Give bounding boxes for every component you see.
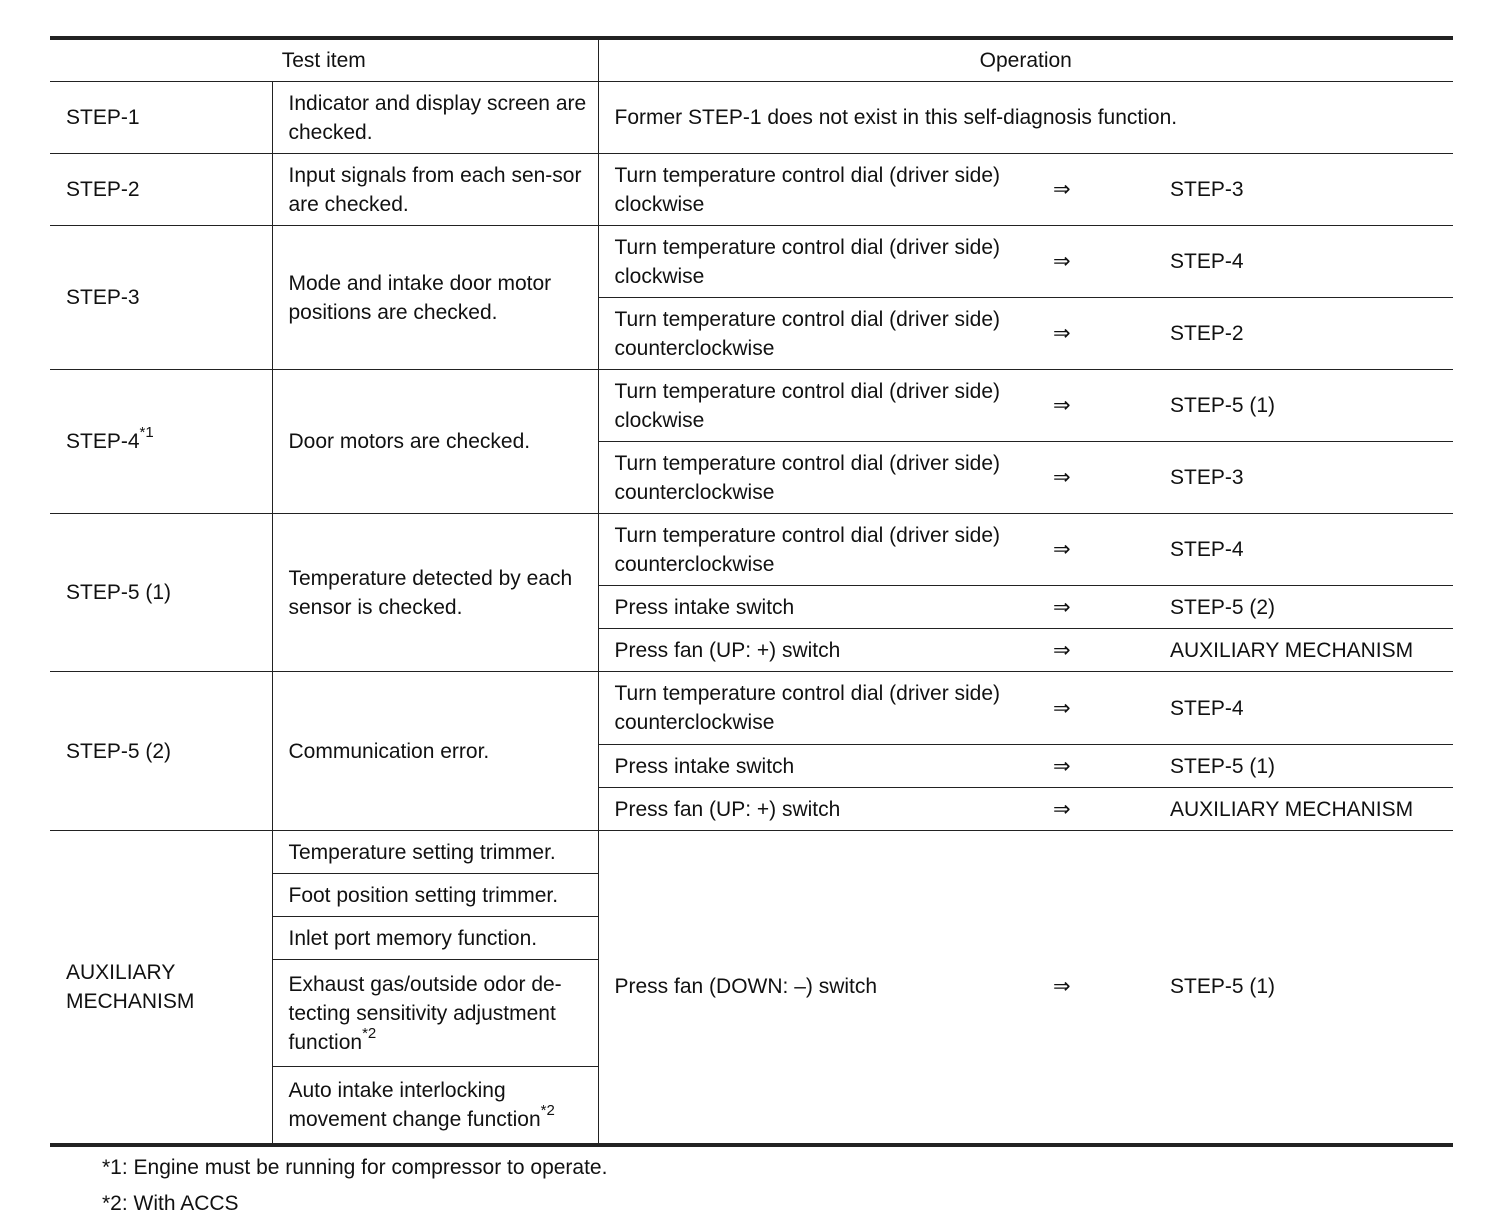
aux-item-text: Exhaust gas/outside odor de-tecting sensitivity adjustment function	[288, 972, 562, 1054]
step-description: Door motors are checked.	[272, 370, 598, 514]
aux-item-text: Auto intake interlocking movement change function	[288, 1078, 541, 1131]
step-label: AUXILIARY MECHANISM	[50, 831, 272, 1145]
footnote-1: *1: Engine must be running for compressor to operate.	[102, 1156, 608, 1179]
operation-target: STEP-3	[1154, 442, 1453, 514]
arrow-icon: ⇒	[1037, 442, 1154, 514]
header-operation: Operation	[598, 38, 1453, 82]
operation-action: Turn temperature control dial (driver side) clockwise	[598, 370, 1037, 442]
arrow-icon: ⇒	[1037, 514, 1154, 586]
header-test-item: Test item	[50, 38, 598, 82]
operation-action: Press fan (UP: +) switch	[598, 629, 1037, 672]
table-row	[50, 514, 1453, 586]
operation-action: Turn temperature control dial (driver side) clockwise	[598, 154, 1037, 226]
arrow-icon: ⇒	[1037, 629, 1154, 672]
aux-item: Temperature setting trimmer.	[272, 831, 598, 874]
operation-action: Turn temperature control dial (driver side) counterclockwise	[598, 514, 1037, 586]
table-row	[50, 226, 1453, 298]
arrow-icon: ⇒	[1037, 788, 1154, 831]
diagnosis-table	[50, 36, 1453, 1147]
aux-item	[272, 960, 598, 1067]
operation-action: Press intake switch	[598, 745, 1037, 788]
operation-action: Press fan (UP: +) switch	[598, 788, 1037, 831]
step-label-text: STEP-4	[66, 430, 140, 453]
table-row	[50, 82, 1453, 154]
table-row	[50, 370, 1453, 442]
operation-note: Former STEP-1 does not exist in this self-diagnosis function.	[598, 82, 1453, 154]
footnotes	[102, 1150, 607, 1222]
step-label: STEP-5 (2)	[50, 672, 272, 831]
operation-target: STEP-5 (1)	[1154, 370, 1453, 442]
step-description: Input signals from each sen-sor are checked.	[272, 154, 598, 226]
aux-item: Inlet port memory function.	[272, 917, 598, 960]
step-description: Communication error.	[272, 672, 598, 831]
operation-target: STEP-5 (1)	[1154, 831, 1453, 1145]
step-description: Indicator and display screen are checked.	[272, 82, 598, 154]
operation-action: Turn temperature control dial (driver side) clockwise	[598, 226, 1037, 298]
arrow-icon: ⇒	[1037, 831, 1154, 1145]
arrow-icon: ⇒	[1037, 745, 1154, 788]
step-description: Temperature detected by each sensor is checked.	[272, 514, 598, 672]
step-label	[50, 370, 272, 514]
arrow-icon: ⇒	[1037, 672, 1154, 745]
arrow-icon: ⇒	[1037, 226, 1154, 298]
operation-target: STEP-5 (1)	[1154, 745, 1453, 788]
step-label: STEP-1	[50, 82, 272, 154]
table-row	[50, 154, 1453, 226]
header-row	[50, 38, 1453, 82]
table-row	[50, 831, 1453, 874]
operation-target: STEP-4	[1154, 226, 1453, 298]
step-label: STEP-3	[50, 226, 272, 370]
footnote-marker: *2	[540, 1101, 555, 1119]
aux-item: Foot position setting trimmer.	[272, 874, 598, 917]
operation-target: STEP-4	[1154, 514, 1453, 586]
operation-target: STEP-5 (2)	[1154, 586, 1453, 629]
step-label: STEP-2	[50, 154, 272, 226]
arrow-icon: ⇒	[1037, 298, 1154, 370]
operation-target: STEP-4	[1154, 672, 1453, 745]
footnote-marker: *1	[139, 424, 154, 441]
table-row	[50, 672, 1453, 745]
footnote-marker: *2	[362, 1024, 377, 1042]
footnote-2: *2: With ACCS	[102, 1192, 239, 1215]
step-description: Mode and intake door motor positions are checked.	[272, 226, 598, 370]
operation-action: Turn temperature control dial (driver side) counterclockwise	[598, 672, 1037, 745]
aux-item	[272, 1067, 598, 1145]
operation-action: Press intake switch	[598, 586, 1037, 629]
operation-target: AUXILIARY MECHANISM	[1154, 629, 1453, 672]
operation-target: STEP-3	[1154, 154, 1453, 226]
operation-action: Turn temperature control dial (driver side) counterclockwise	[598, 298, 1037, 370]
operation-action: Turn temperature control dial (driver side) counterclockwise	[598, 442, 1037, 514]
operation-target: STEP-2	[1154, 298, 1453, 370]
arrow-icon: ⇒	[1037, 586, 1154, 629]
arrow-icon: ⇒	[1037, 154, 1154, 226]
step-label: STEP-5 (1)	[50, 514, 272, 672]
operation-action: Press fan (DOWN: –) switch	[598, 831, 1037, 1145]
operation-target: AUXILIARY MECHANISM	[1154, 788, 1453, 831]
arrow-icon: ⇒	[1037, 370, 1154, 442]
